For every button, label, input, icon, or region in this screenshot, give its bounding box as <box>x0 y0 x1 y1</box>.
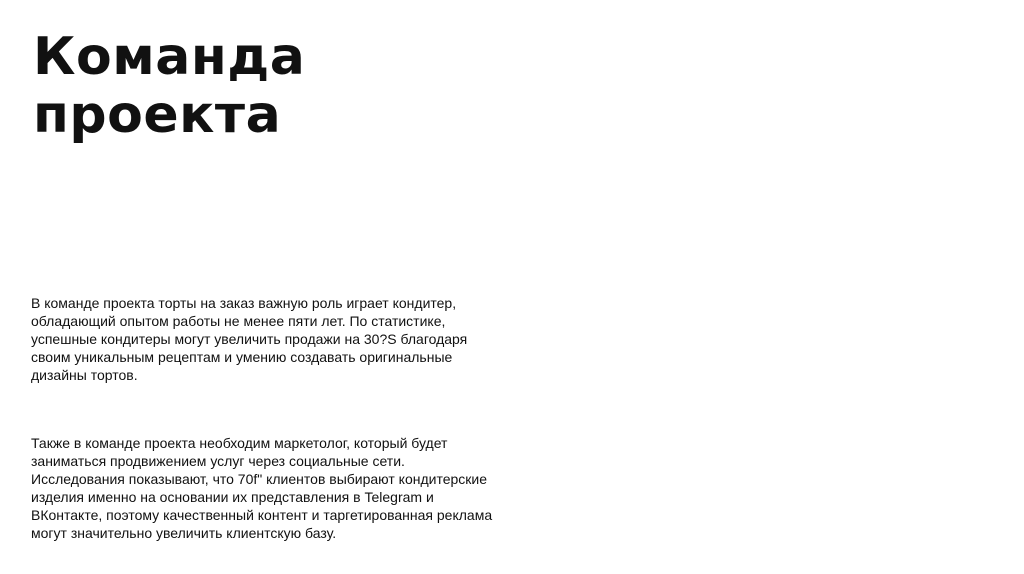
slide-title <box>33 28 305 144</box>
paragraph-line: изделия именно на основании их представления в Telegram и <box>31 489 434 505</box>
paragraph-marketer <box>31 434 571 542</box>
paragraph-line: обладающий опытом работы не менее пяти лет. По статистике, <box>31 313 446 329</box>
slide-title-line: Команда <box>33 27 306 87</box>
paragraph-pastry-chef <box>31 294 551 384</box>
slide-title-line: проекта <box>33 85 282 145</box>
paragraph-line: заниматься продвижением услуг через социальные сети. <box>31 453 405 469</box>
paragraph-line: Исследования показывают, что 70f" клиентов выбирают кондитерские <box>31 471 488 487</box>
paragraph-line: своим уникальным рецептам и умению создавать оригинальные <box>31 349 453 365</box>
paragraph-line: дизайны тортов. <box>31 367 138 383</box>
paragraph-line: Также в команде проекта необходим маркетолог, который будет <box>31 435 448 451</box>
paragraph-line: могут значительно увеличить клиентскую базу. <box>31 525 337 541</box>
paragraph-line: успешные кондитеры могут увеличить продажи на 30?S благодаря <box>31 331 468 347</box>
paragraph-line: В команде проекта торты на заказ важную роль играет кондитер, <box>31 295 457 311</box>
paragraph-line: ВКонтакте, поэтому качественный контент и таргетированная реклама <box>31 507 493 523</box>
